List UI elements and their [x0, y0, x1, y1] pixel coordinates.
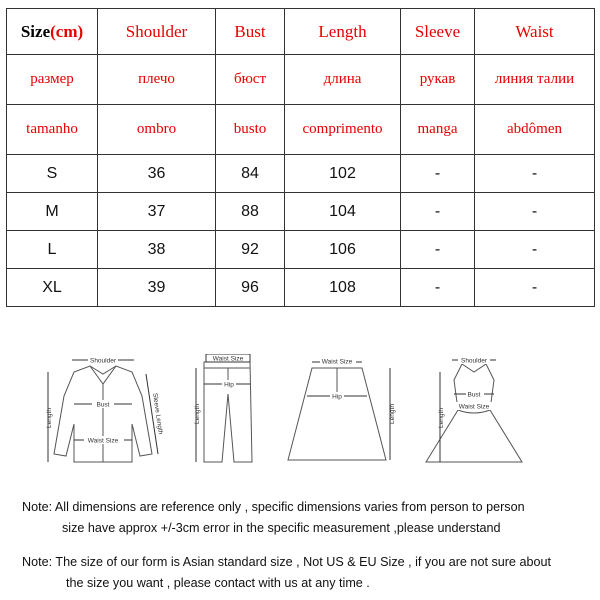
table-cell: -	[475, 193, 595, 231]
table-row	[7, 231, 595, 269]
bust-header: Bust	[216, 9, 285, 55]
table-cell: 36	[98, 155, 216, 193]
table-cell: 106	[285, 231, 401, 269]
size-header	[7, 9, 98, 55]
russian-cell: бюст	[216, 55, 285, 105]
size-cell: XL	[7, 269, 98, 307]
table-cell: 104	[285, 193, 401, 231]
table-cell: 102	[285, 155, 401, 193]
table-cell: -	[401, 193, 475, 231]
measurement-diagrams	[28, 354, 584, 474]
skirt-hip-label: Hip	[332, 393, 342, 401]
portuguese-cell: tamanho	[7, 105, 98, 155]
portuguese-cell: ombro	[98, 105, 216, 155]
russian-cell: длина	[285, 55, 401, 105]
size-label: Size	[20, 21, 51, 41]
size-cell: M	[7, 193, 98, 231]
dress-bust-label: Bust	[467, 391, 481, 399]
size-chart-table	[6, 8, 595, 307]
shirt-shoulder-label: Shoulder	[89, 357, 117, 365]
note-1-line-1: Note: All dimensions are reference only , specific dimensions varies from person to person	[22, 500, 525, 514]
size-unit: (cm)	[50, 21, 84, 41]
table-row	[7, 193, 595, 231]
dress-shoulder-label: Shoulder	[460, 357, 488, 365]
note-1-line-2: size have approx +/-3cm error in the specific measurement ,please understand	[62, 521, 501, 535]
size-cell: L	[7, 231, 98, 269]
note-2-line-2: the size you want , please contact with us at any time .	[66, 576, 370, 590]
waist-header: Waist	[475, 9, 595, 55]
table-row	[7, 269, 595, 307]
shirt-length-label: Length	[46, 408, 53, 428]
table-cell: 37	[98, 193, 216, 231]
table-cell: -	[401, 231, 475, 269]
pants-diagram	[194, 354, 252, 462]
table-cell: -	[401, 269, 475, 307]
table-cell: -	[475, 155, 595, 193]
shirt-waist-label: Waist Size	[87, 437, 119, 445]
shirt-bust-label: Bust	[96, 401, 110, 409]
pants-length-label: Length	[194, 404, 201, 424]
skirt-waist-label: Waist Size	[321, 358, 353, 366]
size-cell: S	[7, 155, 98, 193]
dress-diagram	[426, 356, 522, 462]
dress-length-label: Length	[438, 408, 445, 428]
table-cell: 84	[216, 155, 285, 193]
russian-row	[7, 55, 595, 105]
portuguese-cell: manga	[401, 105, 475, 155]
portuguese-cell: busto	[216, 105, 285, 155]
table-cell: -	[475, 231, 595, 269]
table-cell: -	[401, 155, 475, 193]
portuguese-cell: abdômen	[475, 105, 595, 155]
dress-waist-label: Waist Size	[458, 403, 490, 411]
shirt-diagram	[46, 356, 164, 462]
table-cell: 108	[285, 269, 401, 307]
shirt-sleeve-label: Sleeve Length	[151, 392, 164, 435]
table-row	[7, 155, 595, 193]
table-cell: 88	[216, 193, 285, 231]
note-2-line-1: Note: The size of our form is Asian standard size , Not US & EU Size , if you are not sure about	[22, 555, 551, 569]
pants-waist-label: Waist Size	[212, 355, 244, 363]
shoulder-header: Shoulder	[98, 9, 216, 55]
table-cell: 96	[216, 269, 285, 307]
russian-cell: плечо	[98, 55, 216, 105]
header-row	[7, 9, 595, 55]
russian-cell: размер	[7, 55, 98, 105]
russian-cell: линия талии	[475, 55, 595, 105]
skirt-diagram	[288, 357, 396, 460]
table-cell: -	[475, 269, 595, 307]
table-cell: 39	[98, 269, 216, 307]
skirt-length-label: Length	[389, 404, 396, 424]
portuguese-row	[7, 105, 595, 155]
pants-hip-label: Hip	[224, 381, 234, 389]
length-header: Length	[285, 9, 401, 55]
russian-cell: рукав	[401, 55, 475, 105]
table-cell: 38	[98, 231, 216, 269]
table-cell: 92	[216, 231, 285, 269]
sleeve-header: Sleeve	[401, 9, 475, 55]
portuguese-cell: comprimento	[285, 105, 401, 155]
